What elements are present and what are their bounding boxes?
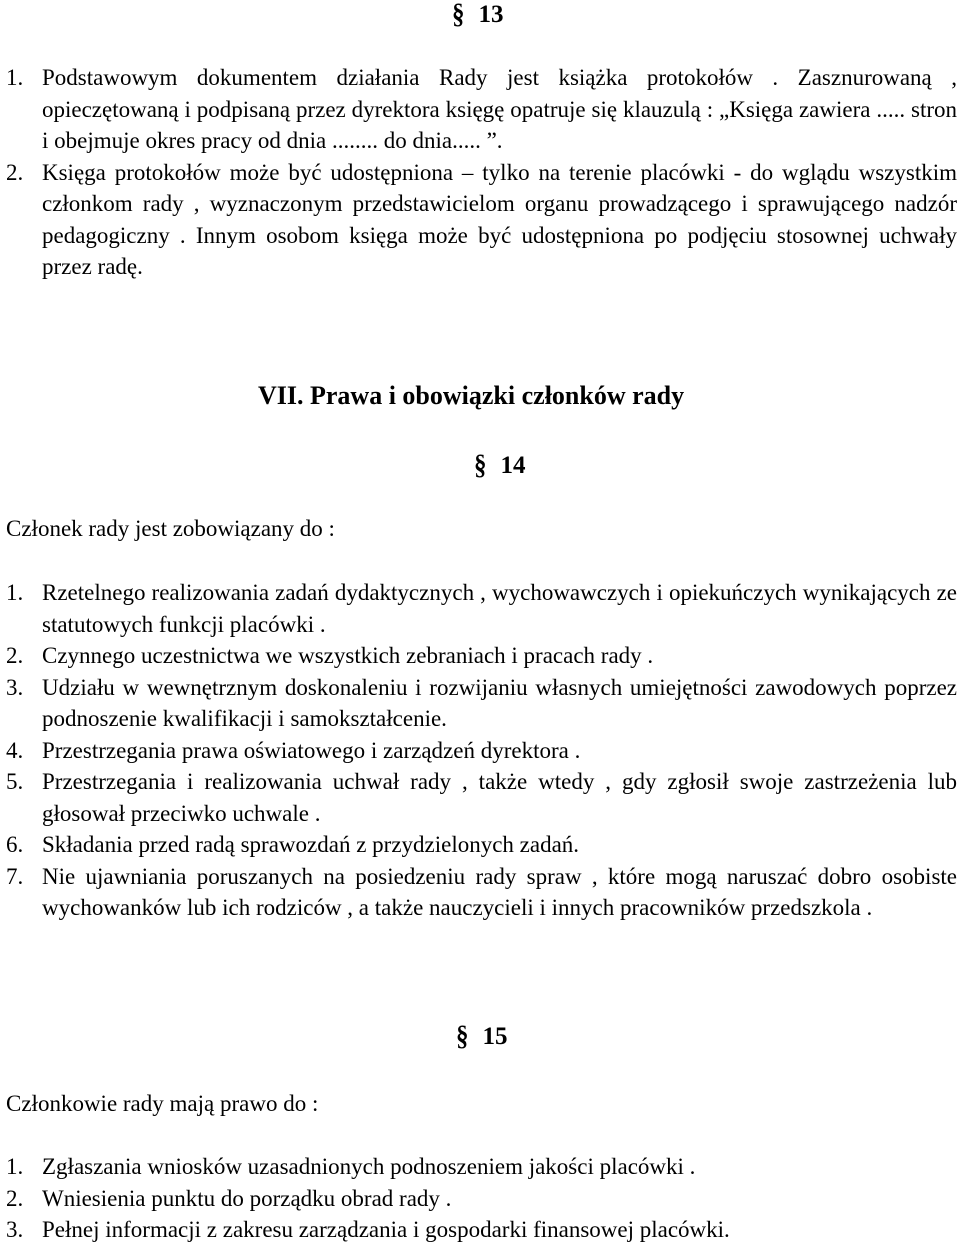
section-number: 15 xyxy=(482,1023,508,1050)
item-text: Księga protokołów może być udostępniona – tylko na terenie placówki - do wglądu wszystkim członkom rady , wyznaczonym przedstawicielom organu prowadzącego i sprawującego nadzór pedagogiczny . Innym osobom księga może być udostępniona po podjęciu stosownej uchwały przez radę. xyxy=(42,159,957,279)
item-number: 2. xyxy=(6,159,24,185)
list-item xyxy=(6,1183,957,1215)
list-item xyxy=(6,1214,957,1246)
item-number: 5. xyxy=(6,769,24,794)
section-15-heading xyxy=(456,1022,508,1052)
item-text: Pełnej informacji z zakresu zarządzania i gospodarki finansowej placówki. xyxy=(42,1217,730,1242)
list-item xyxy=(6,735,957,767)
item-text: Rzetelnego realizowania zadań dydaktycznych , wychowawczych i opiekuńczych wynikających ze statutowych funkcji placówki . xyxy=(42,580,957,637)
item-text: Wniesienia punktu do porządku obrad rady . xyxy=(42,1185,452,1211)
list-item xyxy=(6,766,957,829)
list-item xyxy=(6,62,957,157)
list-item xyxy=(6,672,957,735)
item-number: 1. xyxy=(6,580,24,605)
list-item xyxy=(6,157,957,283)
section-15-list xyxy=(6,1151,957,1246)
list-item xyxy=(6,861,957,924)
section-sign: § xyxy=(474,449,487,481)
item-text: Zgłaszania wniosków uzasadnionych podnoszeniem jakości placówki . xyxy=(42,1154,696,1179)
section-number: 13 xyxy=(478,1,504,28)
chapter-title: VII. Prawa i obowiązki członków rady xyxy=(258,381,685,410)
section-sign: § xyxy=(456,1020,469,1052)
section-sign: § xyxy=(452,0,465,30)
item-text: Nie ujawniania poruszanych na posiedzeniu rady spraw , które mogą naruszać dobro osobiste wychowanków lub ich rodziców , a także nauczycieli i innych pracowników przedszkola . xyxy=(42,863,957,920)
section-13-list xyxy=(6,62,957,283)
item-number: 2. xyxy=(6,643,24,668)
section-13-heading xyxy=(452,0,504,30)
section-14-list xyxy=(6,577,957,924)
section-number: 14 xyxy=(500,452,526,479)
list-item xyxy=(6,577,957,640)
item-number: 3. xyxy=(6,1217,24,1242)
section-15-intro: Członkowie rady mają prawo do : xyxy=(6,1091,319,1116)
list-item xyxy=(6,829,957,861)
item-number: 7. xyxy=(6,863,24,889)
item-number: 1. xyxy=(6,1154,24,1179)
item-text: Składania przed radą sprawozdań z przydzielonych zadań. xyxy=(42,832,580,857)
item-text: Czynnego uczestnictwa we wszystkich zebraniach i pracach rady . xyxy=(42,643,654,668)
item-text: Podstawowym dokumentem działania Rady jest książka protokołów . Zasznurowaną , opieczętowaną i podpisaną przez dyrektora księgę opatruje się klauzulą : „Księga zawiera ..... stron i obejmuje okres pracy od dnia ........ do dnia..... ”. xyxy=(42,65,957,153)
item-number: 4. xyxy=(6,737,24,763)
list-item xyxy=(6,1151,957,1183)
item-text: Udziału w wewnętrznym doskonaleniu i rozwijaniu własnych umiejętności zawodowych poprzez podnoszenie kwalifikacji i samokształcenie. xyxy=(42,674,957,731)
item-text: Przestrzegania prawa oświatowego i zarządzeń dyrektora . xyxy=(42,737,581,763)
item-number: 3. xyxy=(6,674,24,700)
item-number: 6. xyxy=(6,832,24,857)
item-text: Przestrzegania i realizowania uchwał rady , także wtedy , gdy zgłosił swoje zastrzeżenia lub głosował przeciwko uchwale . xyxy=(42,769,957,826)
list-item xyxy=(6,640,957,672)
item-number: 2. xyxy=(6,1185,24,1211)
section-14-intro: Członek rady jest zobowiązany do : xyxy=(6,516,335,541)
item-number: 1. xyxy=(6,65,24,90)
section-14-heading xyxy=(474,451,526,481)
